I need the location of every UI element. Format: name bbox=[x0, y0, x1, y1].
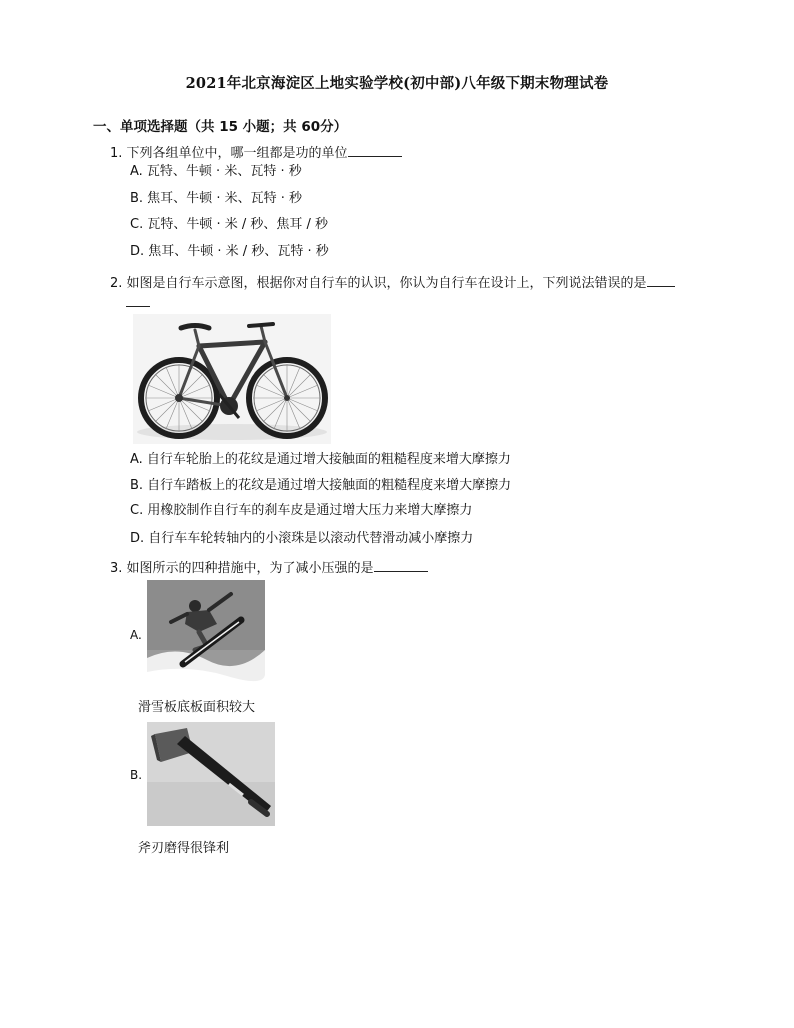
q3-option-a-letter: A. bbox=[130, 628, 142, 642]
answer-blank bbox=[374, 558, 428, 572]
q3-option-b-caption: 斧刃磨得很锋利 bbox=[138, 841, 230, 856]
skier-image bbox=[147, 580, 265, 688]
q1-option-b: B. 焦耳、牛顿 · 米、瓦特 · 秒 bbox=[130, 191, 302, 206]
q2-option-d: D. 自行车车轮转轴内的小滚珠是以滚动代替滑动减小摩擦力 bbox=[130, 531, 474, 546]
q3-option-b-letter: B. bbox=[130, 768, 143, 782]
q3-option-a-caption: 滑雪板底板面积较大 bbox=[138, 700, 256, 715]
bicycle-image bbox=[133, 314, 331, 444]
q2-option-b: B. 自行车踏板上的花纹是通过增大接触面的粗糙程度来增大摩擦力 bbox=[130, 478, 512, 493]
question-1-stem: 1. 下列各组单位中，哪一组都是功的单位 bbox=[110, 143, 402, 163]
answer-blank-continued bbox=[126, 293, 150, 307]
question-2-stem: 2. 如图是自行车示意图，根据你对自行车的认识，你认为自行车在设计上，下列说法错误的是 bbox=[110, 273, 675, 293]
answer-blank bbox=[647, 273, 675, 287]
answer-blank bbox=[348, 143, 402, 157]
axe-image bbox=[147, 722, 275, 826]
q2-option-a: A. 自行车轮胎上的花纹是通过增大接触面的粗糙程度来增大摩擦力 bbox=[130, 452, 511, 467]
q2-option-c: C. 用橡胶制作自行车的刹车皮是通过增大压力来增大摩擦力 bbox=[130, 503, 473, 518]
question-3-stem: 3. 如图所示的四种措施中，为了减小压强的是 bbox=[110, 558, 428, 578]
section-heading: 一、单项选择题（共 15 小题；共 60分） bbox=[93, 119, 348, 135]
exam-title: 2021年北京海淀区上地实验学校(初中部)八年级下期末物理试卷 bbox=[185, 75, 609, 92]
q1-option-d: D. 焦耳、牛顿 · 米 / 秒、瓦特 · 秒 bbox=[130, 244, 329, 259]
q1-option-a: A. 瓦特、牛顿 · 米、瓦特 · 秒 bbox=[130, 164, 302, 179]
q1-option-c: C. 瓦特、牛顿 · 米 / 秒、焦耳 / 秒 bbox=[130, 217, 329, 232]
